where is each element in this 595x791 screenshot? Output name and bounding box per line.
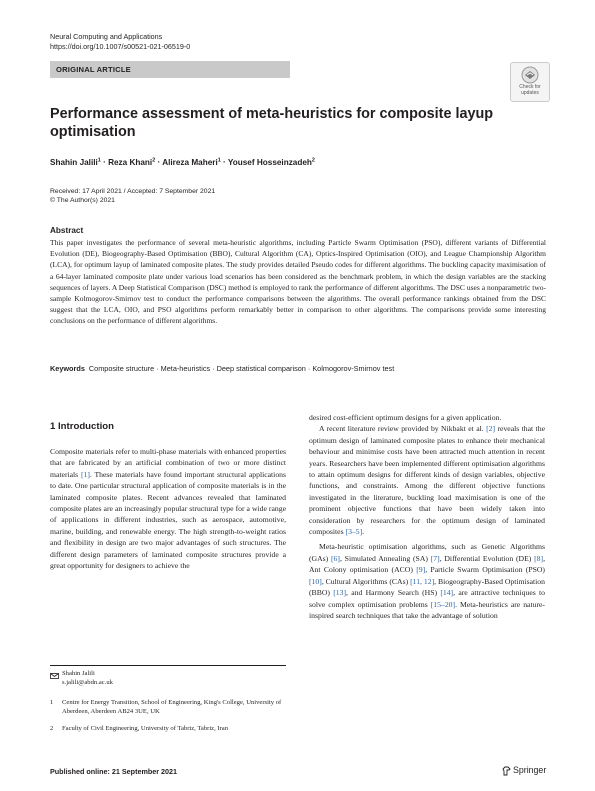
abstract-text: This paper investigates the performance of several meta-heuristic algorithms, including Particle Swarm Optimisation (PSO), different variants of Differential Evolution (DE), Biogeography-Based Optimisation (BBO), Cultural Algorithm (CA), Optics-Inspired Optimisation (OIO), and League Championship Algorithm (LCA), for optimum layup of laminated composite plates. The study provides detailed Pseudo codes for different algorithms. The buckling capacity maximisation of a 64-layer laminated composite plate under various load scenarios has been considered as the benchmark problem, in which the design variables are the stacking sequences of layers. A Deep Statistical Comparison (DSC) method is employed to rank the performance of different algorithms. The DSC uses a nonparametric two-sample Kolmogorov-Smirnov test to conduct the performance comparisons between the algorithms. The overall performance rankings obtained from the DSC suggest that the LCA, OIO, and PSO algorithms perform remarkably better in comparison to other algorithms. The comparisons provide some interesting conclusions on the performance of different algorithms. xyxy=(50,238,546,326)
check-for-updates-icon xyxy=(521,66,539,84)
citation-link[interactable]: [3–5] xyxy=(345,527,363,537)
citation-link[interactable]: [9] xyxy=(416,565,426,575)
envelope-icon xyxy=(50,673,59,679)
paragraph: A recent literature review provided by Nikbakt et al. [2] reveals that the optimum design of laminated composite plates to enhance their mechanical behaviour and minimise costs have been attracted much attention in recent years. Researchers have been implemented different optimisation algorithms to attain optimum designs for different kinds of design variables, objective functions, and constraints. Among the different objective functions investigated in the literature, buckling load maximisation is one of the prominent objective functions that have been widely taken into consideration by researchers for the optimum design of laminated composites [3–5]. xyxy=(309,424,545,537)
citation-link[interactable]: [6] xyxy=(331,553,340,563)
section-heading: 1 Introduction xyxy=(50,421,114,432)
affiliation-1: Centre for Energy Transition, School of Engineering, King's College, University of Aberdeen, Aberdeen AB24 3UE, UK xyxy=(62,699,282,715)
publisher-name: Springer xyxy=(513,765,547,775)
author-2[interactable]: Reza Khani$^2$ xyxy=(108,157,156,167)
check-for-updates-badge[interactable] xyxy=(510,62,550,102)
left-column xyxy=(50,446,286,571)
citation-link[interactable]: [1] xyxy=(80,469,90,479)
author-separator: · xyxy=(157,157,161,167)
citation-link[interactable]: [10] xyxy=(309,576,322,586)
received-accepted: Received: 17 April 2021 / Accepted: 7 September 2021 xyxy=(50,188,216,195)
badge-line-1: Check for xyxy=(519,84,541,90)
journal-header xyxy=(50,32,190,51)
citation-link[interactable]: [13] xyxy=(333,588,347,598)
article-title: Performance assessment of meta-heuristics for composite layup optimisation xyxy=(50,106,494,140)
contact-name: Shahin Jalili xyxy=(62,670,95,677)
author-4[interactable]: Yousef Hosseinzadeh$^2$ xyxy=(227,157,315,167)
citation-link[interactable]: [14] xyxy=(440,588,454,598)
footnote-number: 2 xyxy=(50,725,54,732)
abstract-heading: Abstract xyxy=(50,226,84,235)
author-1[interactable]: Shahin Jalili$^1$ xyxy=(50,157,101,167)
contact-email[interactable]: s.jalili@abdn.ac.uk xyxy=(62,678,113,686)
doi-link[interactable]: https://doi.org/10.1007/s00521-021-06519-0 xyxy=(50,41,191,51)
journal-name: Neural Computing and Applications xyxy=(50,32,163,41)
publisher-logo xyxy=(502,765,546,776)
copyright: © The Author(s) 2021 xyxy=(50,197,115,204)
citation-link[interactable]: [15–20] xyxy=(430,599,456,609)
citation-link[interactable]: [11, 12] xyxy=(410,576,435,586)
author-3[interactable]: Alireza Maheri$^1$ xyxy=(162,157,221,167)
paragraph: Composite materials refer to multi-phase materials with enhanced properties that are fabricated by an artificial combination of two or more distinct materials [1]. These materials have found important structural applications to date. One particular structural application of composite materials is in the laminated composite plates. Recent advances revealed that laminated composite plates are an increasingly popular structural type for a wide range of applications in different industries, such as aerospace, automotive, marine, building, and renewable energy. The high strength-to-weight ratios and flexibility in design are two major advantages of such structures. The different design parameters of laminated composite structures provide a great opportunity for designers to achieve the xyxy=(50,447,286,571)
citation-link[interactable]: [7] xyxy=(430,553,440,563)
corresponding-author xyxy=(62,670,113,687)
keywords-text: Composite structure · Meta-heuristics · Deep statistical comparison · Kolmogorov-Smirnov test xyxy=(88,364,395,373)
keywords xyxy=(50,364,546,373)
published-date: Published online: 21 September 2021 xyxy=(50,767,178,776)
article-type-label: ORIGINAL ARTICLE xyxy=(56,65,131,74)
keywords-label: Keywords xyxy=(50,364,85,373)
footnote-divider xyxy=(50,665,286,666)
right-column xyxy=(309,412,545,621)
author-list xyxy=(50,157,315,167)
badge-line-2: updates xyxy=(521,89,539,96)
footnote-number: 1 xyxy=(50,699,54,706)
author-separator: · xyxy=(223,157,226,167)
author-separator: · xyxy=(103,157,106,167)
springer-horse-icon xyxy=(502,766,511,776)
article-dates xyxy=(50,187,215,205)
citation-link[interactable]: [2] xyxy=(486,424,496,434)
paragraph: desired cost-efficient optimum designs for a given application. xyxy=(309,413,502,422)
paragraph: Meta-heuristic optimisation algorithms, such as Genetic Algorithms (GAs) [6], Simulated Annealing (SA) [7], Differential Evolution (DE) [8], Ant Colony optimisation (ACO) [9], Particle Swarm Optimisation (PSO) [10], Cultural Algorithms (CAs) [11, 12], Biogeography-Based Optimisation (BBO) [13], and Harmony Search (HS) [14], are attractive techniques to solve complex optimisation problems [15–20]. Meta-heuristics are nature-inspired search techniques that take the advantage of solution xyxy=(309,542,546,620)
affiliation-2: Faculty of Civil Engineering, University of Tabriz, Tabriz, Iran xyxy=(62,725,229,732)
citation-link[interactable]: [8] xyxy=(534,553,544,563)
